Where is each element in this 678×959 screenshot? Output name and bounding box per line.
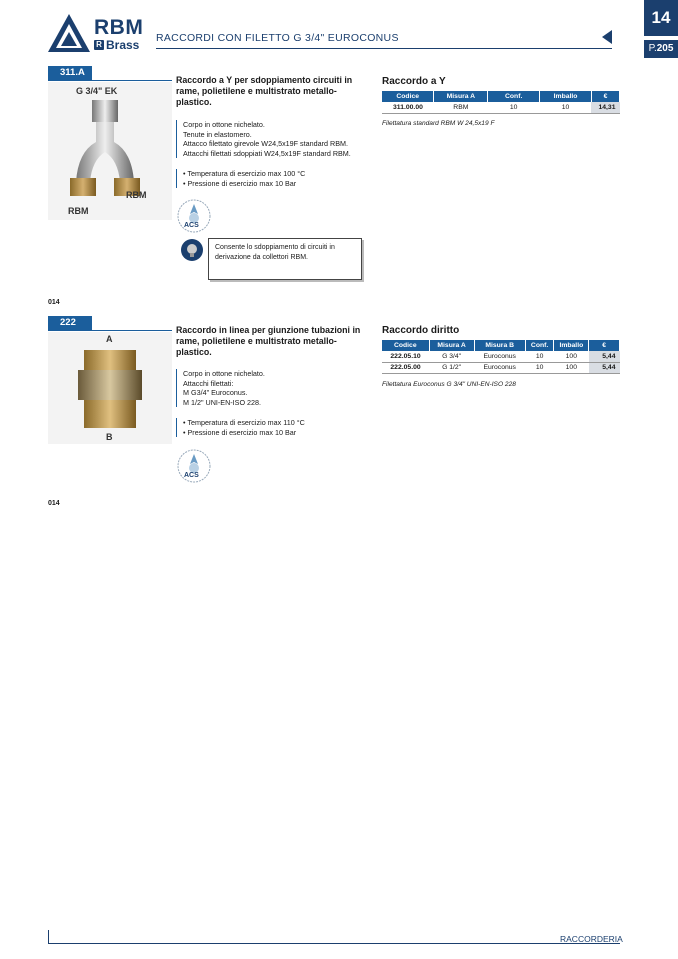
product-tag-underline — [48, 330, 172, 331]
cell: 100 — [554, 351, 589, 362]
table-note: Filettatura standard RBM W 24,5x19 F — [382, 120, 495, 127]
cell: G 3/4" — [429, 351, 474, 362]
desc-line: Attacchi filettati sdoppiati W24,5x19F standard RBM. — [183, 148, 351, 158]
col-header: Codice — [382, 91, 434, 102]
brand-mark: R — [94, 40, 104, 50]
cell-code: 311.00.00 — [382, 102, 434, 113]
desc-line: M 1/2" UNI-EN-ISO 228. — [183, 397, 262, 407]
col-header: Imballo — [554, 340, 589, 351]
cell: 10 — [488, 102, 540, 113]
spec-item: • Temperatura di esercizio max 110 °C — [183, 418, 366, 428]
header-divider — [156, 48, 612, 49]
table-title: Raccordo diritto — [382, 325, 460, 336]
desc-line: Attacco filettato girevole W24,5x19F standard RBM. — [183, 139, 348, 148]
col-header: Conf. — [525, 340, 554, 351]
desc-line: Corpo in ottone nichelato. — [183, 120, 265, 129]
chapter-tab: 14 — [644, 0, 678, 36]
col-header: Misura B — [474, 340, 525, 351]
product-title: Raccordo in linea per giunzione tubazioni in rame, polietilene e multistrato metallo-plastico. — [176, 325, 361, 357]
product-tag-underline — [48, 80, 172, 81]
cell-code: 222.05.00 — [382, 362, 429, 373]
cert-label: ACS — [184, 472, 199, 479]
col-header: Imballo — [540, 91, 592, 102]
cert-label: ACS — [184, 222, 199, 229]
col-header: € — [591, 91, 619, 102]
desc-line: Attacchi filettati: — [183, 378, 234, 388]
price-table — [382, 340, 620, 374]
cell-code: 222.05.10 — [382, 351, 429, 362]
table-title: Raccordo a Y — [382, 76, 446, 87]
cell: Euroconus — [474, 362, 525, 373]
product-tag: 222 — [48, 316, 92, 330]
page-number — [644, 40, 678, 58]
info-bulb-icon — [180, 238, 204, 262]
straight-fitting-icon — [48, 332, 172, 444]
col-header: Codice — [382, 340, 429, 351]
cell: 100 — [554, 362, 589, 373]
product-title: Raccordo a Y per sdoppiamento circuiti in rame, polietilene e multistrato metallo-plastico. — [176, 75, 353, 107]
table-row — [382, 351, 620, 362]
spec-item: • Pressione di esercizio max 10 Bar — [183, 179, 366, 189]
y-fitting-icon — [48, 82, 172, 220]
image-label-right: RBM — [126, 190, 147, 200]
col-header: Conf. — [488, 91, 540, 102]
table-note: Filettatura Euroconus G 3/4" UNI-EN-ISO 228 — [382, 381, 516, 388]
spec-item: • Temperatura di esercizio max 100 °C — [183, 169, 366, 179]
price-table — [382, 91, 620, 114]
footer-section-label: RACCORDERIA — [560, 934, 623, 944]
table-row — [382, 102, 620, 113]
image-label-top: A — [106, 334, 113, 344]
footer-tick — [48, 930, 49, 944]
col-header: Misura A — [429, 340, 474, 351]
brand-sub-label: Brass — [106, 38, 140, 52]
product-description — [176, 369, 366, 407]
desc-line: Tenute in elastomero. — [183, 129, 252, 139]
page-prefix: P. — [648, 43, 657, 54]
spec-item: • Pressione di esercizio max 10 Bar — [183, 428, 366, 438]
cell-price: 5,44 — [589, 362, 620, 373]
section-code: 014 — [48, 500, 60, 507]
image-label-top: G 3/4" EK — [76, 86, 118, 96]
cell: Euroconus — [474, 351, 525, 362]
image-label-left: RBM — [68, 206, 89, 216]
footer-divider — [48, 943, 620, 944]
cell-price: 5,44 — [589, 351, 620, 362]
cell: 10 — [540, 102, 592, 113]
product-description — [176, 120, 366, 158]
product-specs — [176, 418, 366, 437]
table-row — [382, 362, 620, 373]
note-box: Consente lo sdoppiamento di circuiti in derivazione da collettori RBM. — [208, 238, 362, 280]
desc-line: Corpo in ottone nichelato. — [183, 369, 265, 378]
product-tag: 311.A — [48, 66, 92, 80]
image-label-bottom: B — [106, 432, 113, 442]
brand-sub — [94, 38, 139, 52]
rbm-logo-icon — [48, 14, 90, 52]
col-header: Misura A — [434, 91, 488, 102]
section-code: 014 — [48, 299, 60, 306]
product-image — [48, 82, 172, 220]
product-image — [48, 332, 172, 444]
arrow-left-icon — [602, 30, 612, 44]
cell: G 1/2" — [429, 362, 474, 373]
cell: 10 — [525, 351, 554, 362]
page-number-value: 205 — [656, 43, 674, 54]
cell: 10 — [525, 362, 554, 373]
product-specs — [176, 169, 366, 188]
cell: RBM — [434, 102, 488, 113]
cell-price: 14,31 — [591, 102, 619, 113]
desc-line: M G3/4" Euroconus. — [183, 388, 248, 397]
brand-name: RBM — [94, 16, 144, 39]
col-header: € — [589, 340, 620, 351]
page-title: RACCORDI CON FILETTO G 3/4" EUROCONUS — [156, 32, 399, 44]
